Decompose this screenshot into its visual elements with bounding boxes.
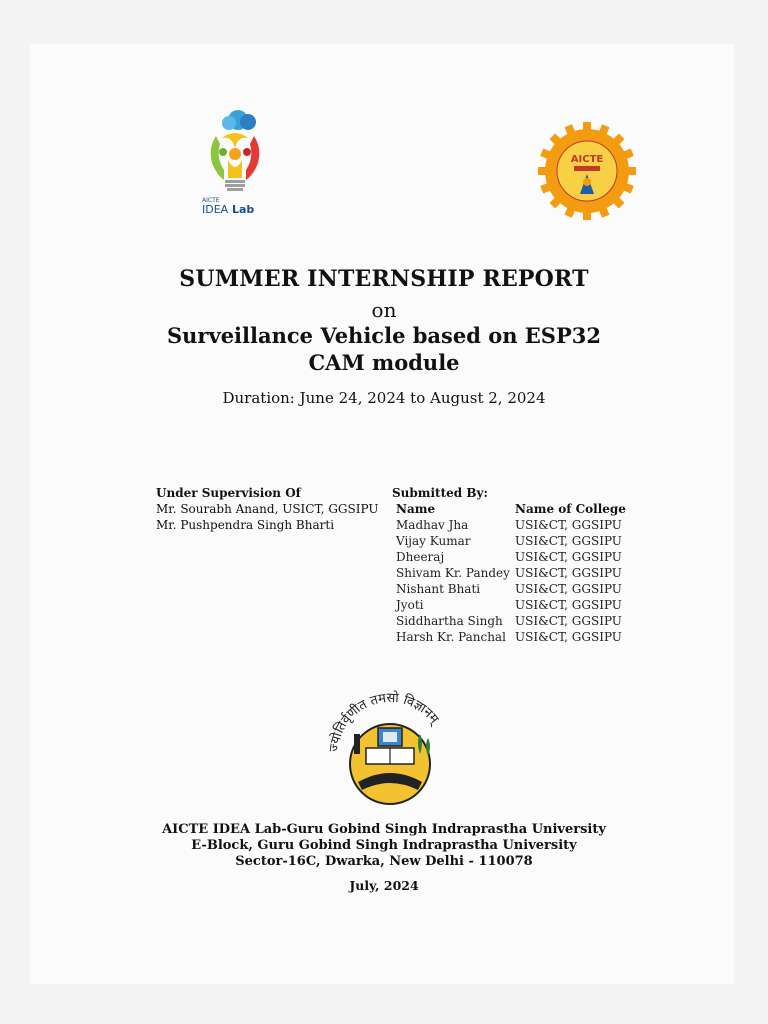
- student-college: USI&CT, GGSIPU: [515, 582, 622, 596]
- duration: Duration: June 24, 2024 to August 2, 2024: [222, 389, 546, 407]
- project-title-line1: Surveillance Vehicle based on ESP32: [167, 323, 601, 348]
- report-date: July, 2024: [349, 878, 419, 893]
- supervision-heading: Under Supervision Of: [156, 486, 301, 500]
- table-row: [396, 533, 626, 549]
- student-name: Madhav Jha: [396, 518, 469, 532]
- student-college: USI&CT, GGSIPU: [515, 566, 622, 580]
- table-header-row: [396, 501, 626, 517]
- student-college: USI&CT, GGSIPU: [515, 630, 622, 644]
- supervisor-name: Mr. Sourabh Anand, USICT, GGSIPU: [156, 502, 379, 516]
- table-row: [396, 565, 626, 581]
- report-title: SUMMER INTERNSHIP REPORT: [179, 266, 589, 292]
- idea-lab-logo-accent-text: Lab: [232, 203, 255, 216]
- project-title-line2: CAM module: [308, 350, 460, 375]
- table-row: [396, 597, 626, 613]
- student-name: Vijay Kumar: [396, 534, 471, 548]
- table-row: [396, 517, 626, 533]
- ggsipu-emblem: [320, 684, 460, 808]
- student-college: USI&CT, GGSIPU: [515, 614, 622, 628]
- project-title: [0, 322, 768, 376]
- student-name: Shivam Kr. Pandey: [396, 566, 510, 580]
- col-college-header: Name of College: [515, 502, 626, 516]
- student-name: Jyoti: [396, 598, 424, 612]
- student-name: Nishant Bhati: [396, 582, 481, 596]
- table-row: [396, 629, 626, 645]
- address-line3: Sector-16C, Dwarka, New Delhi - 110078: [235, 854, 533, 869]
- table-row: [396, 549, 626, 565]
- institution-address: [0, 822, 768, 870]
- idea-lab-logo-main-text: IDEA: [202, 203, 229, 216]
- students-table: [396, 501, 626, 645]
- student-college: USI&CT, GGSIPU: [515, 518, 622, 532]
- student-college: USI&CT, GGSIPU: [515, 534, 622, 548]
- col-name-header: Name: [396, 502, 436, 516]
- aicte-logo: [538, 122, 636, 220]
- emblem-motto: ज्योतिर्वृणीत तमसो विज्ञानम्: [326, 690, 442, 753]
- table-row: [396, 581, 626, 597]
- student-college: USI&CT, GGSIPU: [515, 598, 622, 612]
- submitted-by-block: [392, 485, 626, 645]
- supervisor-name: Mr. Pushpendra Singh Bharti: [156, 518, 335, 532]
- idea-lab-logo: [198, 108, 272, 216]
- aicte-logo-text: AICTE: [570, 154, 604, 165]
- table-row: [396, 613, 626, 629]
- student-name: Dheeraj: [396, 550, 445, 564]
- address-line2: E-Block, Guru Gobind Singh Indraprastha University: [191, 838, 577, 853]
- submitted-heading: Submitted By:: [392, 486, 488, 500]
- on-text: on: [371, 298, 397, 322]
- student-name: Harsh Kr. Panchal: [396, 630, 506, 644]
- supervision-block: [156, 485, 378, 533]
- student-college: USI&CT, GGSIPU: [515, 550, 622, 564]
- address-line1: AICTE IDEA Lab-Guru Gobind Singh Indraprastha University: [162, 822, 606, 837]
- student-name: Siddhartha Singh: [396, 614, 503, 628]
- idea-lab-logo-top-text: AICTE: [202, 197, 220, 204]
